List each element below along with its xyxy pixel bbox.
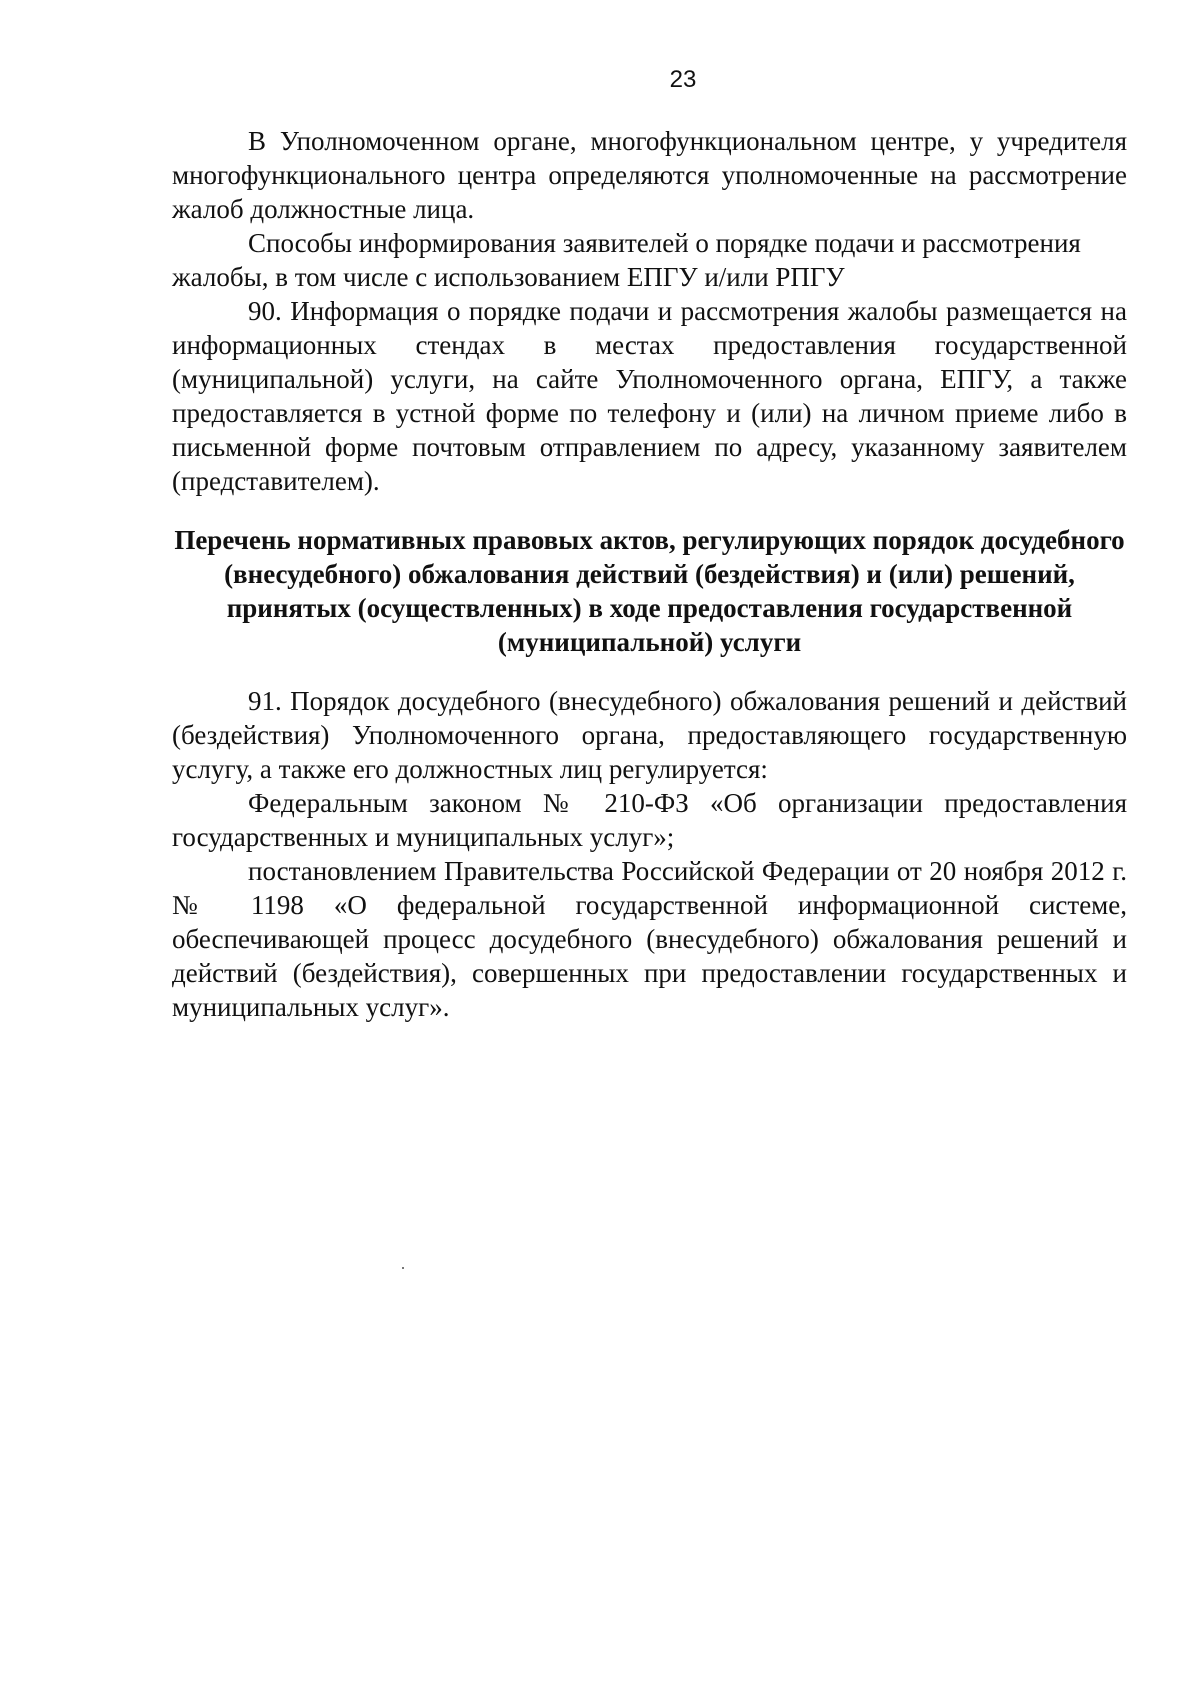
page-number: 23 [669,66,697,93]
body-text-bottom [172,684,1127,1024]
paragraph-officials: В Уполномоченном органе, многофункциональном центре, у учредителя многофункционального центра определяются уполномоченные на рассмотрение жалоб должностные лица. [172,126,1127,224]
paragraph-90: 90. Информация о порядке подачи и рассмотрения жалобы размещается на информационных стендах в местах предоставления государственной (муниципальной) услуги, на сайте Уполномоченного органа, ЕПГУ, а также предоставляется в устной форме по телефону и (или) на личном приеме либо в письменной форме почтовым отправлением по адресу, указанному заявителем (представителем). [172,296,1127,496]
body-text-top [172,124,1127,498]
paragraph-federal-law: Федеральным законом № 210-ФЗ «Об организации предоставления государственных и муниципальных услуг»; [172,788,1127,852]
paragraph-government-decree: постановлением Правительства Российской Федерации от 20 ноября 2012 г. № 1198 «О федеральной государственной информационной системе, обеспечивающей процесс досудебного (внесудебного) обжалования решений и действий (бездействия), совершенных при предоставлении государственных и муниципальных услуг». [172,856,1127,1022]
paragraph-91: 91. Порядок досудебного (внесудебного) обжалования решений и действий (бездействия) Уполномоченного органа, предоставляющего государственную услугу, а также его должностных лиц регулируется: [172,686,1127,784]
scan-artifact [402,1267,404,1269]
paragraph-informing-methods: Способы информирования заявителей о порядке подачи и рассмотрения жалобы, в том числе с использованием ЕПГУ и/или РПГУ [172,228,1081,292]
section-heading: Перечень нормативных правовых актов, регулирующих порядок досудебного (внесудебного) обжалования действий (бездействия) и (или) решений, принятых (осуществленных) в ходе предоставления государственной (муниципальной) услуги [174,525,1125,657]
